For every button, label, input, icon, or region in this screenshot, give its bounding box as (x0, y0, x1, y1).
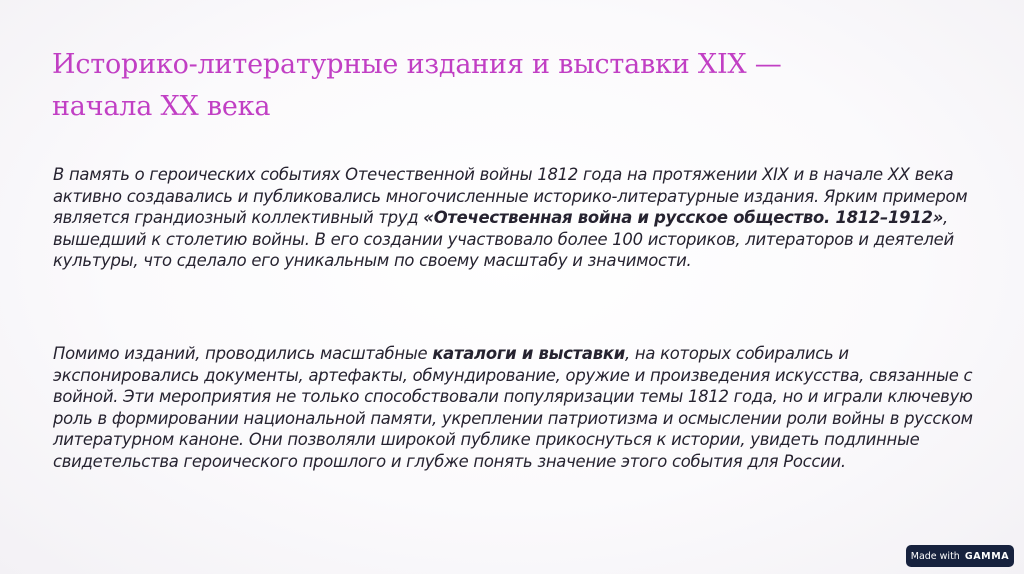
paragraph-exhibitions-text-2: , на которых собирались и экспонировались документы, артефакты, обмундирование, оружие и произведения искусства, связанные с войной. Эти мероприятия не только способствовали популяризации темы 1812 года, но и играли ключевую роль в формировании национальной памяти, укреплении патриотизма и осмыслении роли войны в русском литературном каноне. Они позволяли широкой публике прикоснуться к истории, увидеть подлинные свидетельства героического прошлого и глубже понять значение этого события для России. (53, 344, 973, 471)
slide-title (52, 44, 952, 128)
paragraph-editions-text-2: , вышедший к столетию войны. В его создании участвовало более 100 историков, литераторов и деятелей культуры, что сделало его уникальным по своему масштабу и значимости. (53, 208, 954, 271)
slide-title-line-1: Историко-литературные издания и выставки XIX — (52, 49, 782, 80)
paragraph-exhibitions (53, 343, 988, 473)
made-with-gamma-badge[interactable] (906, 545, 1014, 567)
paragraph-exhibitions-bold-term: каталоги и выставки (432, 344, 625, 363)
paragraph-exhibitions-text-1: Помимо изданий, проводились масштабные (53, 344, 433, 363)
slide-title-line-2: начала XX века (52, 91, 271, 122)
paragraph-editions (53, 164, 988, 272)
badge-prefix: Made with (910, 550, 960, 562)
gamma-logo: GAMMA (964, 550, 1010, 562)
paragraph-editions-text-1: В память о героических событиях Отечественной войны 1812 года на протяжении XIX и в начале XX века активно создавались и публиковались многочисленные историко-литературные издания. Ярким примером является грандиозный коллективный труд (53, 165, 968, 228)
paragraph-editions-bold-title: «Отечественная война и русское общество. 1812–1912» (423, 208, 944, 228)
